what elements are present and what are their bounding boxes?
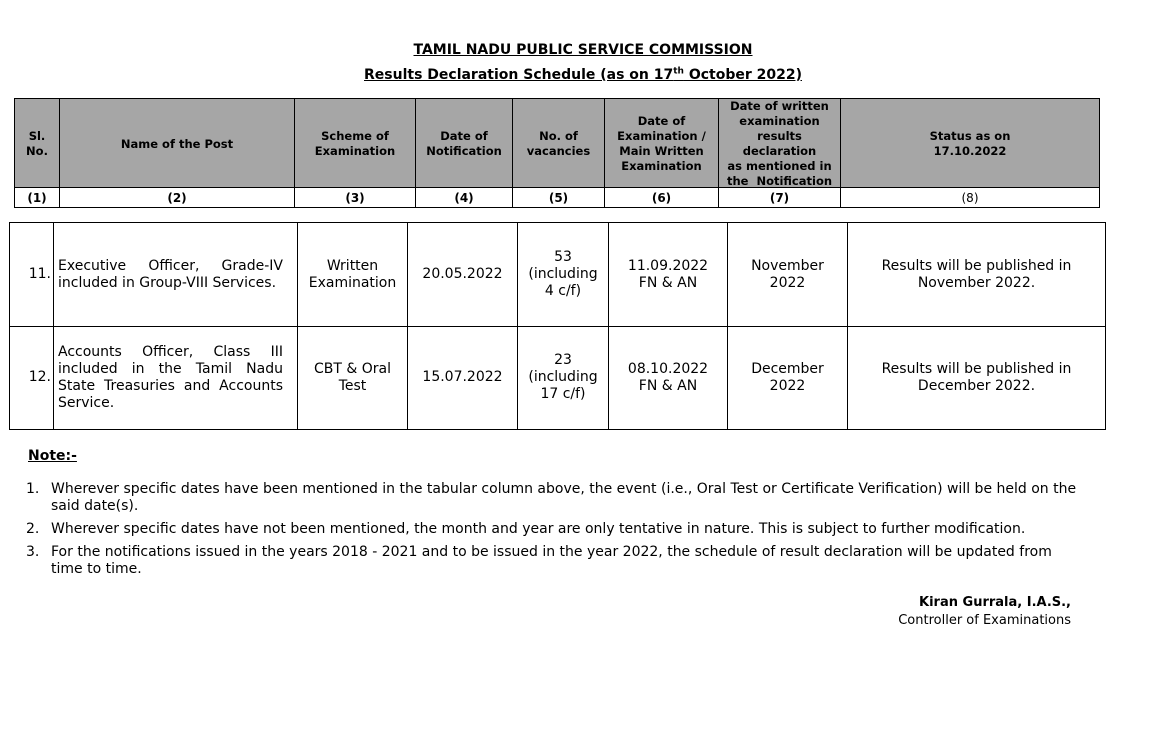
header-notification-date: Date of Notification <box>416 99 513 189</box>
column-number: (6) <box>605 188 719 207</box>
note-text: Wherever specific dates have not been mentioned, the month and year are only tentative in nature. This is subject to further modification. <box>51 521 1026 537</box>
header-vacancies: No. of vacancies <box>513 99 605 189</box>
note-number: 3. <box>26 544 40 560</box>
header-exam-date: Date of Examination / Main Written Examination <box>605 99 719 189</box>
note-text: Wherever specific dates have been mentioned in the tabular column above, the event (i.e., Oral Test or Certificate Verification) will be held on the said date(s). <box>51 481 1077 514</box>
header-post-name: Name of the Post <box>60 99 295 189</box>
signatory-title: Controller of Examinations <box>898 613 1071 628</box>
header-status: Status as on 17.10.2022 <box>929 129 1011 158</box>
column-number: (1) <box>15 188 60 207</box>
cell-sl-no: 11. <box>10 223 54 326</box>
column-number: (4) <box>416 188 513 207</box>
note-text: For the notifications issued in the years 2018 - 2021 and to be issued in the year 2022, the schedule of result declaration will be updated from time to time. <box>51 544 1052 577</box>
document-subtitle: Results Declaration Schedule (as on 17th October 2022) <box>364 66 802 83</box>
column-number-row <box>14 188 1100 208</box>
note-number: 1. <box>26 481 40 497</box>
cell-status: Results will be published in November 2022. <box>881 257 1072 291</box>
cell-exam-date: 08.10.2022 FN & AN <box>609 326 728 429</box>
table-row <box>10 223 1105 327</box>
header-result-date: Date of written examination results declaration as mentioned in the Notification <box>719 99 841 189</box>
column-number: (7) <box>719 188 841 207</box>
cell-result-date: December 2022 <box>728 326 848 429</box>
schedule-table <box>9 222 1106 430</box>
cell-post-name: Executive Officer, Grade-IV included in Group-VIII Services. <box>54 223 298 326</box>
cell-sl-no: 12. <box>10 326 54 429</box>
column-number: (8) <box>961 190 979 205</box>
note-item <box>26 544 1086 578</box>
header-sl-no: Sl. No. <box>15 99 60 189</box>
note-heading: Note:- <box>28 448 77 464</box>
header-scheme: Scheme of Examination <box>295 99 416 189</box>
column-number: (2) <box>60 188 295 207</box>
cell-post-name: Accounts Officer, Class III included in the Tamil Nadu State Treasuries and Accounts Service. <box>54 326 298 429</box>
column-number: (5) <box>513 188 605 207</box>
cell-exam-date: 11.09.2022 FN & AN <box>609 223 728 326</box>
note-item <box>26 481 1086 515</box>
cell-vacancies: 53 (including 4 c/f) <box>518 223 609 326</box>
cell-notification-date: 15.07.2022 <box>408 326 518 429</box>
cell-scheme: Written Examination <box>298 223 408 326</box>
cell-notification-date: 20.05.2022 <box>408 223 518 326</box>
organization-title: TAMIL NADU PUBLIC SERVICE COMMISSION <box>413 42 753 58</box>
header-row <box>14 98 1100 188</box>
table-row <box>10 326 1105 429</box>
signatory-name: Kiran Gurrala, I.A.S., <box>919 595 1071 610</box>
cell-status: Results will be published in December 2022. <box>881 360 1072 394</box>
note-number: 2. <box>26 521 40 537</box>
cell-scheme: CBT & Oral Test <box>298 326 408 429</box>
column-number: (3) <box>295 188 416 207</box>
cell-result-date: November 2022 <box>728 223 848 326</box>
table-header <box>14 98 1100 208</box>
cell-vacancies: 23 (including 17 c/f) <box>518 326 609 429</box>
note-item <box>26 521 1086 538</box>
notes-list <box>26 481 1086 584</box>
